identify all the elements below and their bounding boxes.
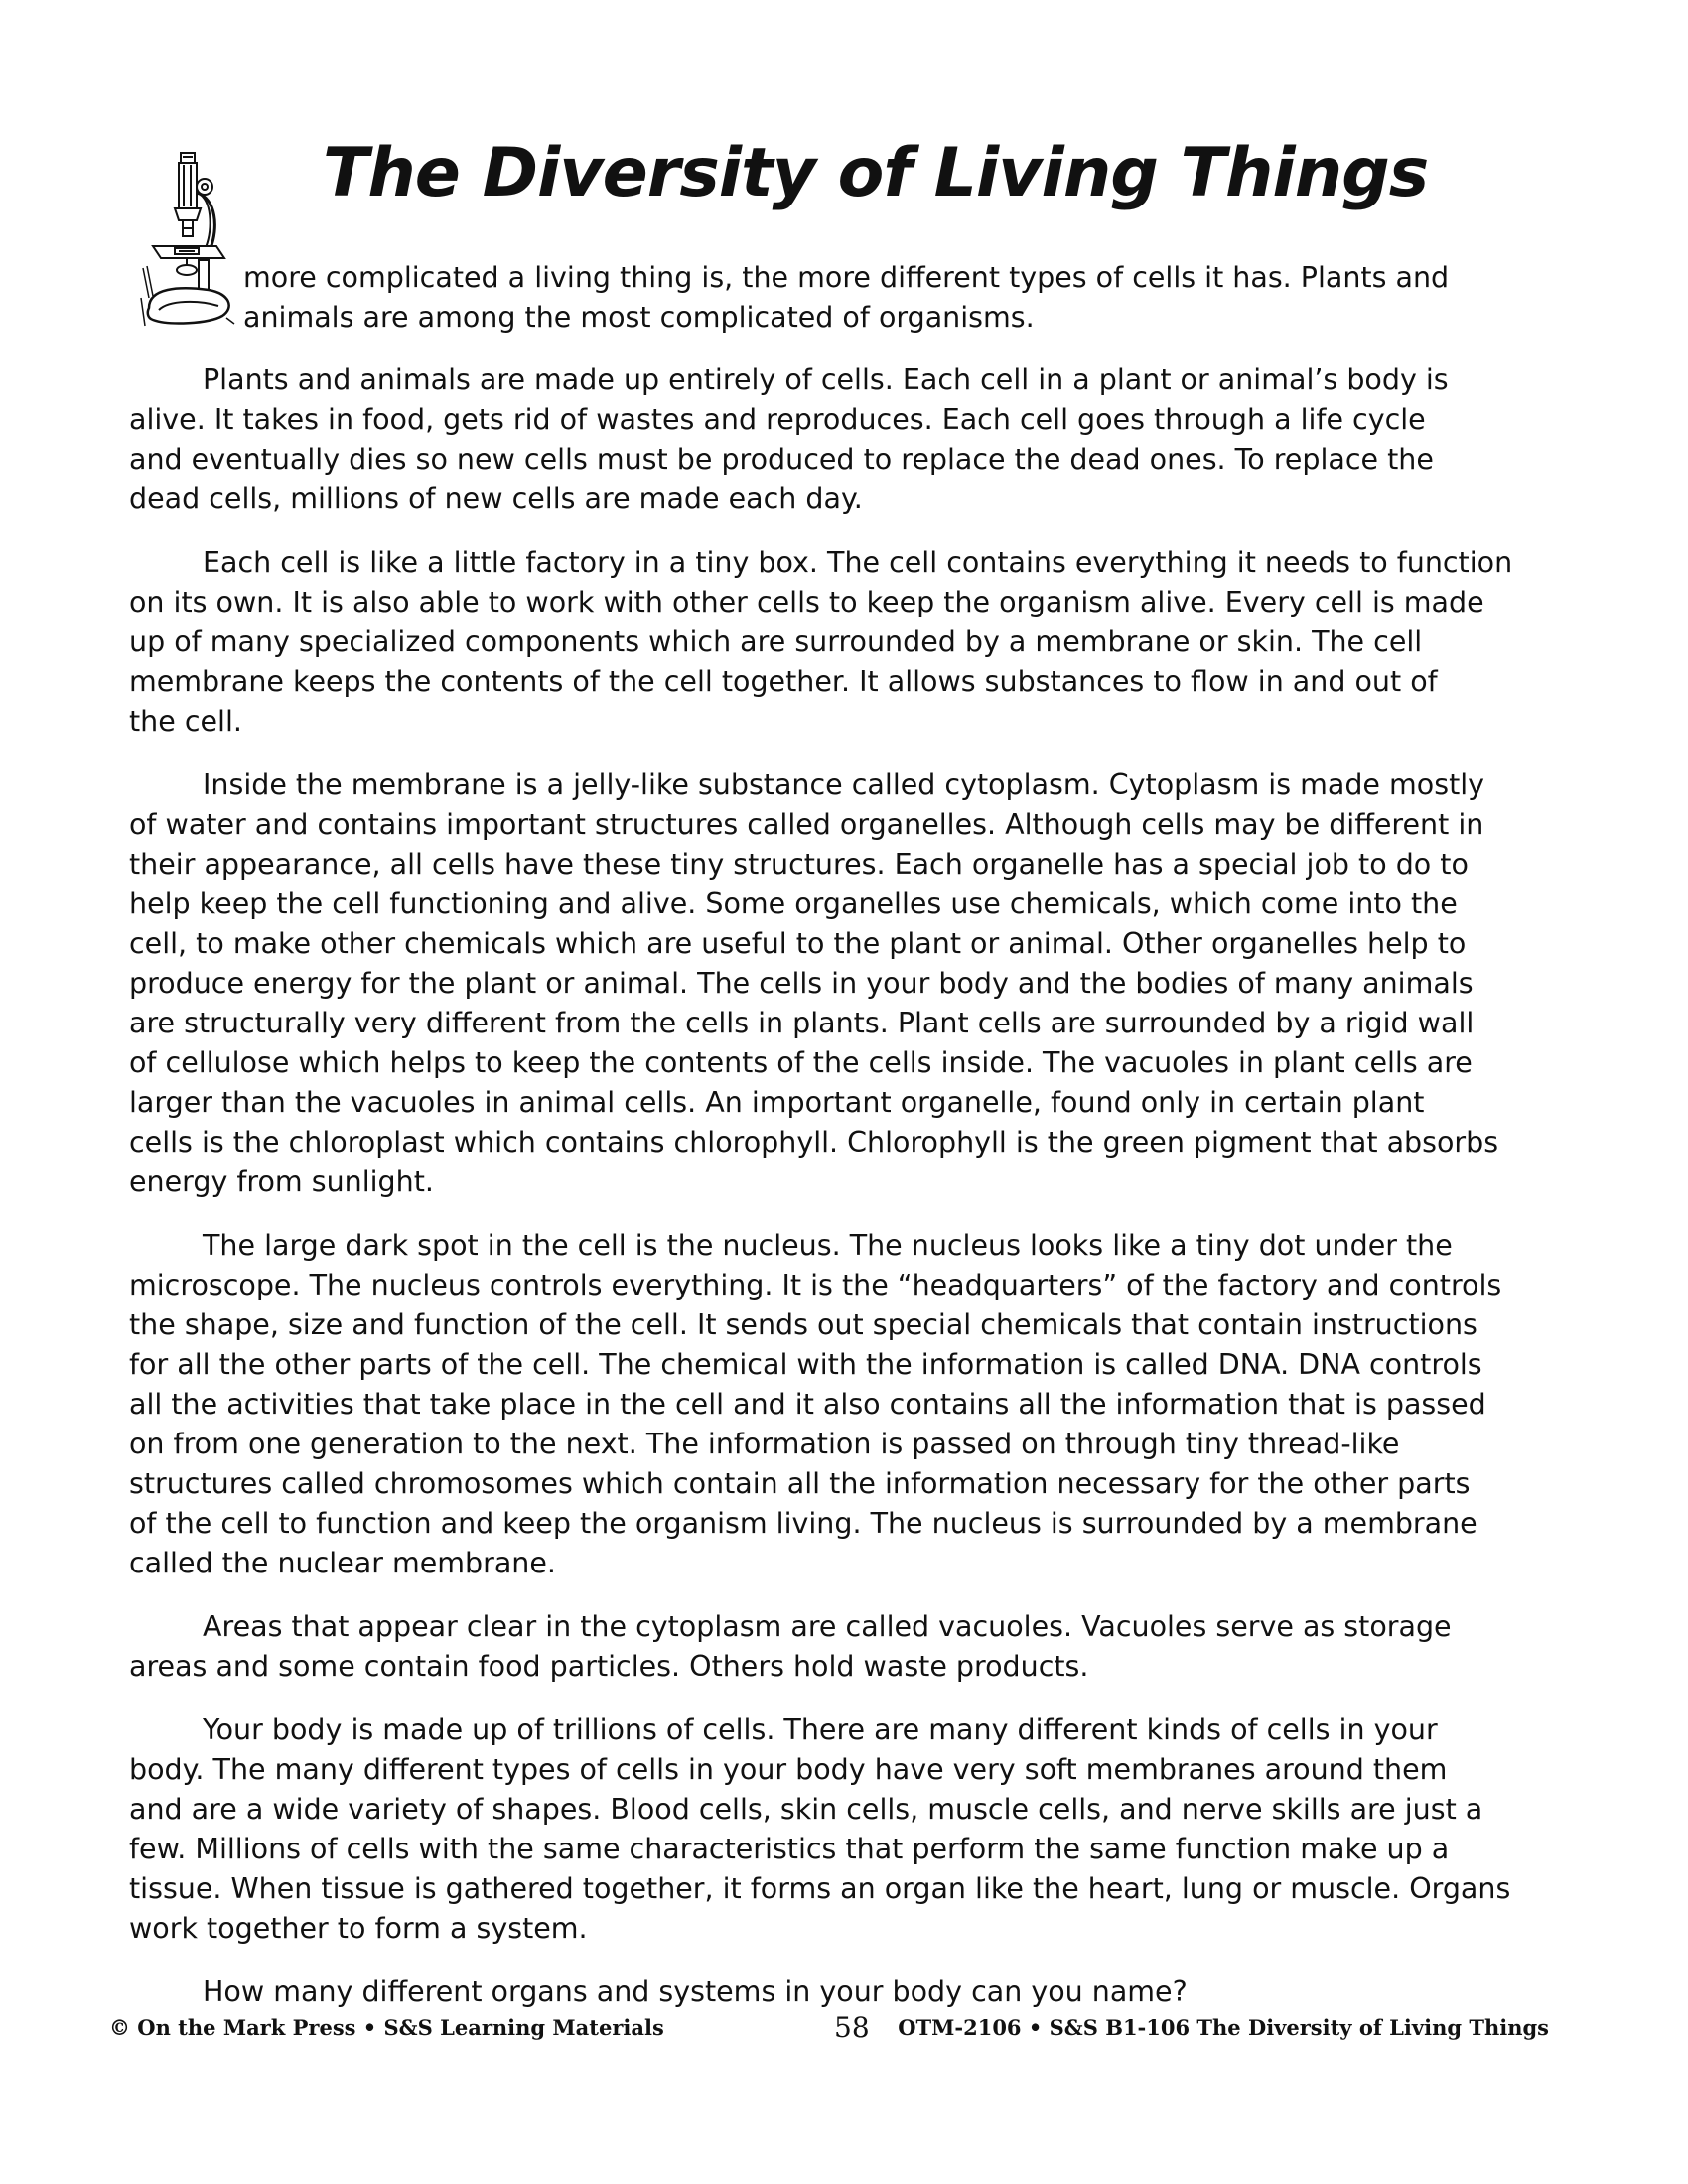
page-number: 58 [834, 2011, 870, 2044]
paragraph-cell-factory: Each cell is like a little factory in a tiny box. The cell contains everything it needs to function on its own. It is also able to work with other cells to keep the organism alive. Every cell is made up of many specialized components which are surrounded by a membrane or skin. The cell membrane keeps the contents of the cell together. It allows substances to flow in and out of the cell. [129, 546, 1513, 738]
page-footer [109, 2008, 1549, 2048]
paragraph-question: How many different organs and systems in your body can you name? [203, 1976, 1188, 2008]
paragraph-body-cells: Your body is made up of trillions of cells. There are many different kinds of cells in your body. The many different types of cells in your body have very soft membranes around them and are a wide variety of shapes. Blood cells, skin cells, muscle cells, and nerve skills are just a few. Millions of cells with the same characteristics that perform the same function make up a tissue. When tissue is gathered together, it forms an organ like the heart, lung or muscle. Organs work together to form a system. [129, 1713, 1511, 1945]
footer-publisher: © On the Mark Press • S&S Learning Materials [109, 2015, 664, 2040]
footer-book-code: OTM-2106 • S&S B1-106 The Diversity of Living Things [898, 2015, 1549, 2040]
microscope-icon [139, 149, 238, 347]
paragraph-cytoplasm: Inside the membrane is a jelly-like substance called cytoplasm. Cytoplasm is made mostly of water and contains important structures called organelles. Although cells may be different in their appearance, all cells have these tiny structures. Each organelle has a special job to do to help keep the cell functioning and alive. Some organelles use chemicals, which come into the cell, to make other chemicals which are useful to the plant or animal. Other organelles help to produce energy for the plant or animal. The cells in your body and the bodies of many animals are structurally very different from the cells in plants. Plant cells are surrounded by a rigid wall of cellulose which helps to keep the contents of the cells inside. The vacuoles in plant cells are larger than the vacuoles in animal cells. An important organelle, found only in certain plant cells is the chloroplast which contains chlorophyll. Chlorophyll is the green pigment that absorbs energy from sunlight. [129, 768, 1499, 1198]
paragraph-vacuoles: Areas that appear clear in the cytoplasm are called vacuoles. Vacuoles serve as storage areas and some contain food particles. Others hold waste products. [129, 1610, 1452, 1683]
article-body [129, 360, 1564, 2036]
paragraph-nucleus: The large dark spot in the cell is the nucleus. The nucleus looks like a tiny dot under the microscope. The nucleus controls everything. It is the “headquarters” of the factory and controls the shape, size and function of the cell. It sends out special chemicals that contain instructions for all the other parts of the cell. The chemical with the information is called DNA. DNA controls all the activities that take place in the cell and it also contains all the information that is passed on from one generation to the next. The information is passed on through tiny thread-like structures called chromosomes which contain all the information necessary for the other parts of the cell to function and keep the organism living. The nucleus is surrounded by a membrane called the nuclear membrane. [129, 1229, 1502, 1579]
paragraph-cells-alive: Plants and animals are made up entirely of cells. Each cell in a plant or animal’s body is alive. It takes in food, gets rid of wastes and reproduces. Each cell goes through a life cycle and eventually dies so new cells must be produced to replace the dead ones. To replace the dead cells, millions of new cells are made each day. [129, 363, 1449, 515]
page-title: The Diversity of Living Things [323, 134, 1429, 212]
intro-paragraph: more complicated a living thing is, the more different types of cells it has. Plants and animals are among the most complicated of organisms. [243, 261, 1450, 334]
